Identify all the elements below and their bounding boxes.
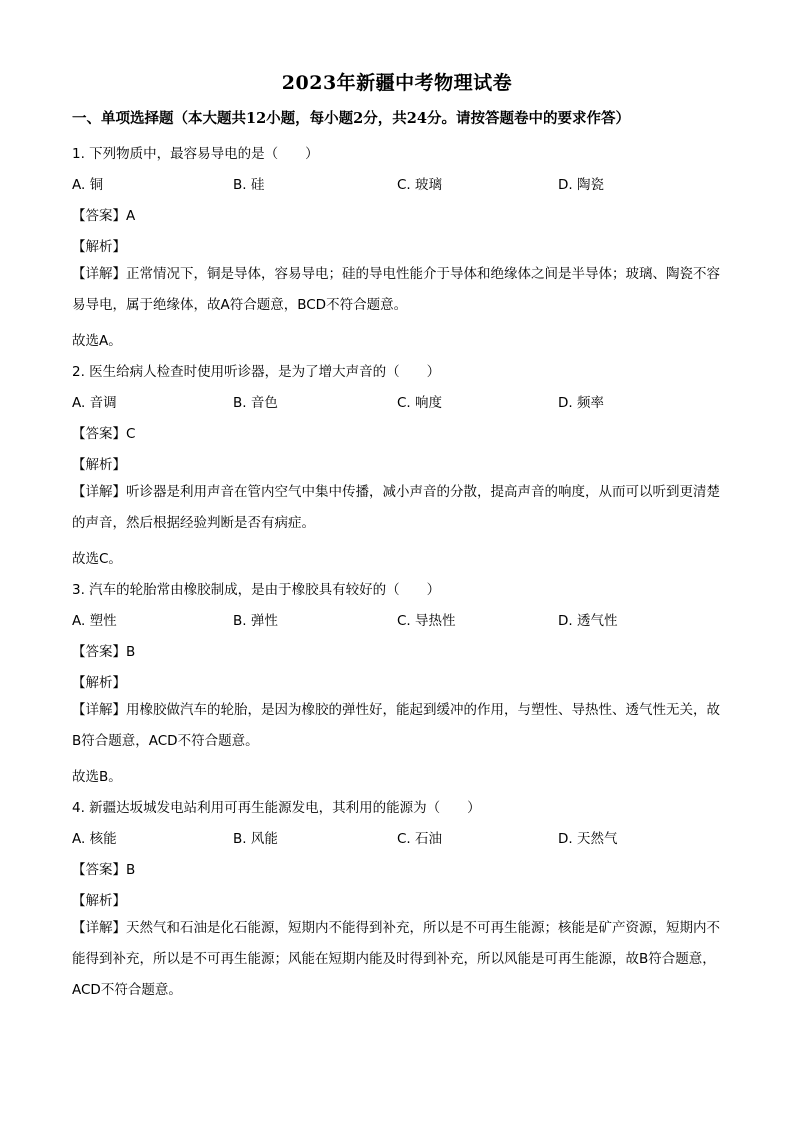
page-title: 2023年新疆中考物理试卷 — [281, 72, 513, 94]
question-1-option-b: B. 硅 — [233, 177, 265, 193]
question-2-answer: 【答案】C — [72, 426, 136, 442]
question-2-stem: 2. 医生给病人检查时使用听诊器，是为了增大声音的（ ） — [72, 364, 441, 380]
question-3-option-c: C. 导热性 — [397, 613, 456, 629]
question-3-detail: 【详解】用橡胶做汽车的轮胎，是因为橡胶的弹性好，能起到缓冲的作用，与塑性、导热性、透气性无关，故B符合题意，ACD不符合题意。 — [72, 702, 720, 749]
question-1-option-c: C. 玻璃 — [397, 177, 443, 193]
question-2-detail: 【详解】听诊器是利用声音在管内空气中集中传播，减小声音的分散，提高声音的响度，从而可以听到更清楚的声音，然后根据经验判断是否有病症。 — [72, 484, 720, 531]
question-3-answer: 【答案】B — [72, 644, 136, 660]
question-4-option-c: C. 石油 — [397, 831, 443, 847]
question-4-detail: 【详解】天然气和石油是化石能源，短期内不能得到补充，所以是不可再生能源；核能是矿产资源，短期内不能得到补充，所以是不可再生能源；风能在短期内能及时得到补充，所以风能是可再生能源，故B符合题意，ACD不符合题意。 — [72, 920, 720, 998]
question-3-stem: 3. 汽车的轮胎常由橡胶制成，是由于橡胶具有较好的（ ） — [72, 582, 441, 598]
question-1-answer: 【答案】A — [72, 208, 136, 224]
question-3-conclusion: 故选B。 — [72, 769, 122, 785]
question-1-option-a: A. 铜 — [72, 177, 104, 193]
question-1-detail: 【详解】正常情况下，铜是导体，容易导电；硅的导电性能介于导体和绝缘体之间是半导体；玻璃、陶瓷不容易导电，属于绝缘体，故A符合题意，BCD不符合题意。 — [72, 266, 720, 313]
question-1-option-d: D. 陶瓷 — [558, 177, 604, 193]
question-1-analysis-label: 【解析】 — [72, 239, 126, 255]
question-4-option-a: A. 核能 — [72, 831, 117, 847]
question-1-conclusion: 故选A。 — [72, 333, 122, 349]
question-3-option-d: D. 透气性 — [558, 613, 618, 629]
question-3-option-a: A. 塑性 — [72, 613, 117, 629]
question-4-option-b: B. 风能 — [233, 831, 278, 847]
question-2-conclusion: 故选C。 — [72, 551, 122, 567]
question-4-option-d: D. 天然气 — [558, 831, 618, 847]
question-2-option-a: A. 音调 — [72, 395, 117, 411]
question-4-stem: 4. 新疆达坂城发电站利用可再生能源发电，其利用的能源为（ ） — [72, 800, 481, 816]
question-2-option-b: B. 音色 — [233, 395, 278, 411]
question-1-stem: 1. 下列物质中，最容易导电的是（ ） — [72, 146, 319, 162]
question-4-answer: 【答案】B — [72, 862, 136, 878]
question-2-option-c: C. 响度 — [397, 395, 443, 411]
question-3-analysis-label: 【解析】 — [72, 675, 126, 691]
section-heading: 一、单项选择题（本大题共12小题，每小题2分，共24分。请按答题卷中的要求作答） — [72, 110, 630, 127]
question-4-analysis-label: 【解析】 — [72, 893, 126, 909]
question-2-option-d: D. 频率 — [558, 395, 604, 411]
question-3-option-b: B. 弹性 — [233, 613, 278, 629]
question-2-analysis-label: 【解析】 — [72, 457, 126, 473]
